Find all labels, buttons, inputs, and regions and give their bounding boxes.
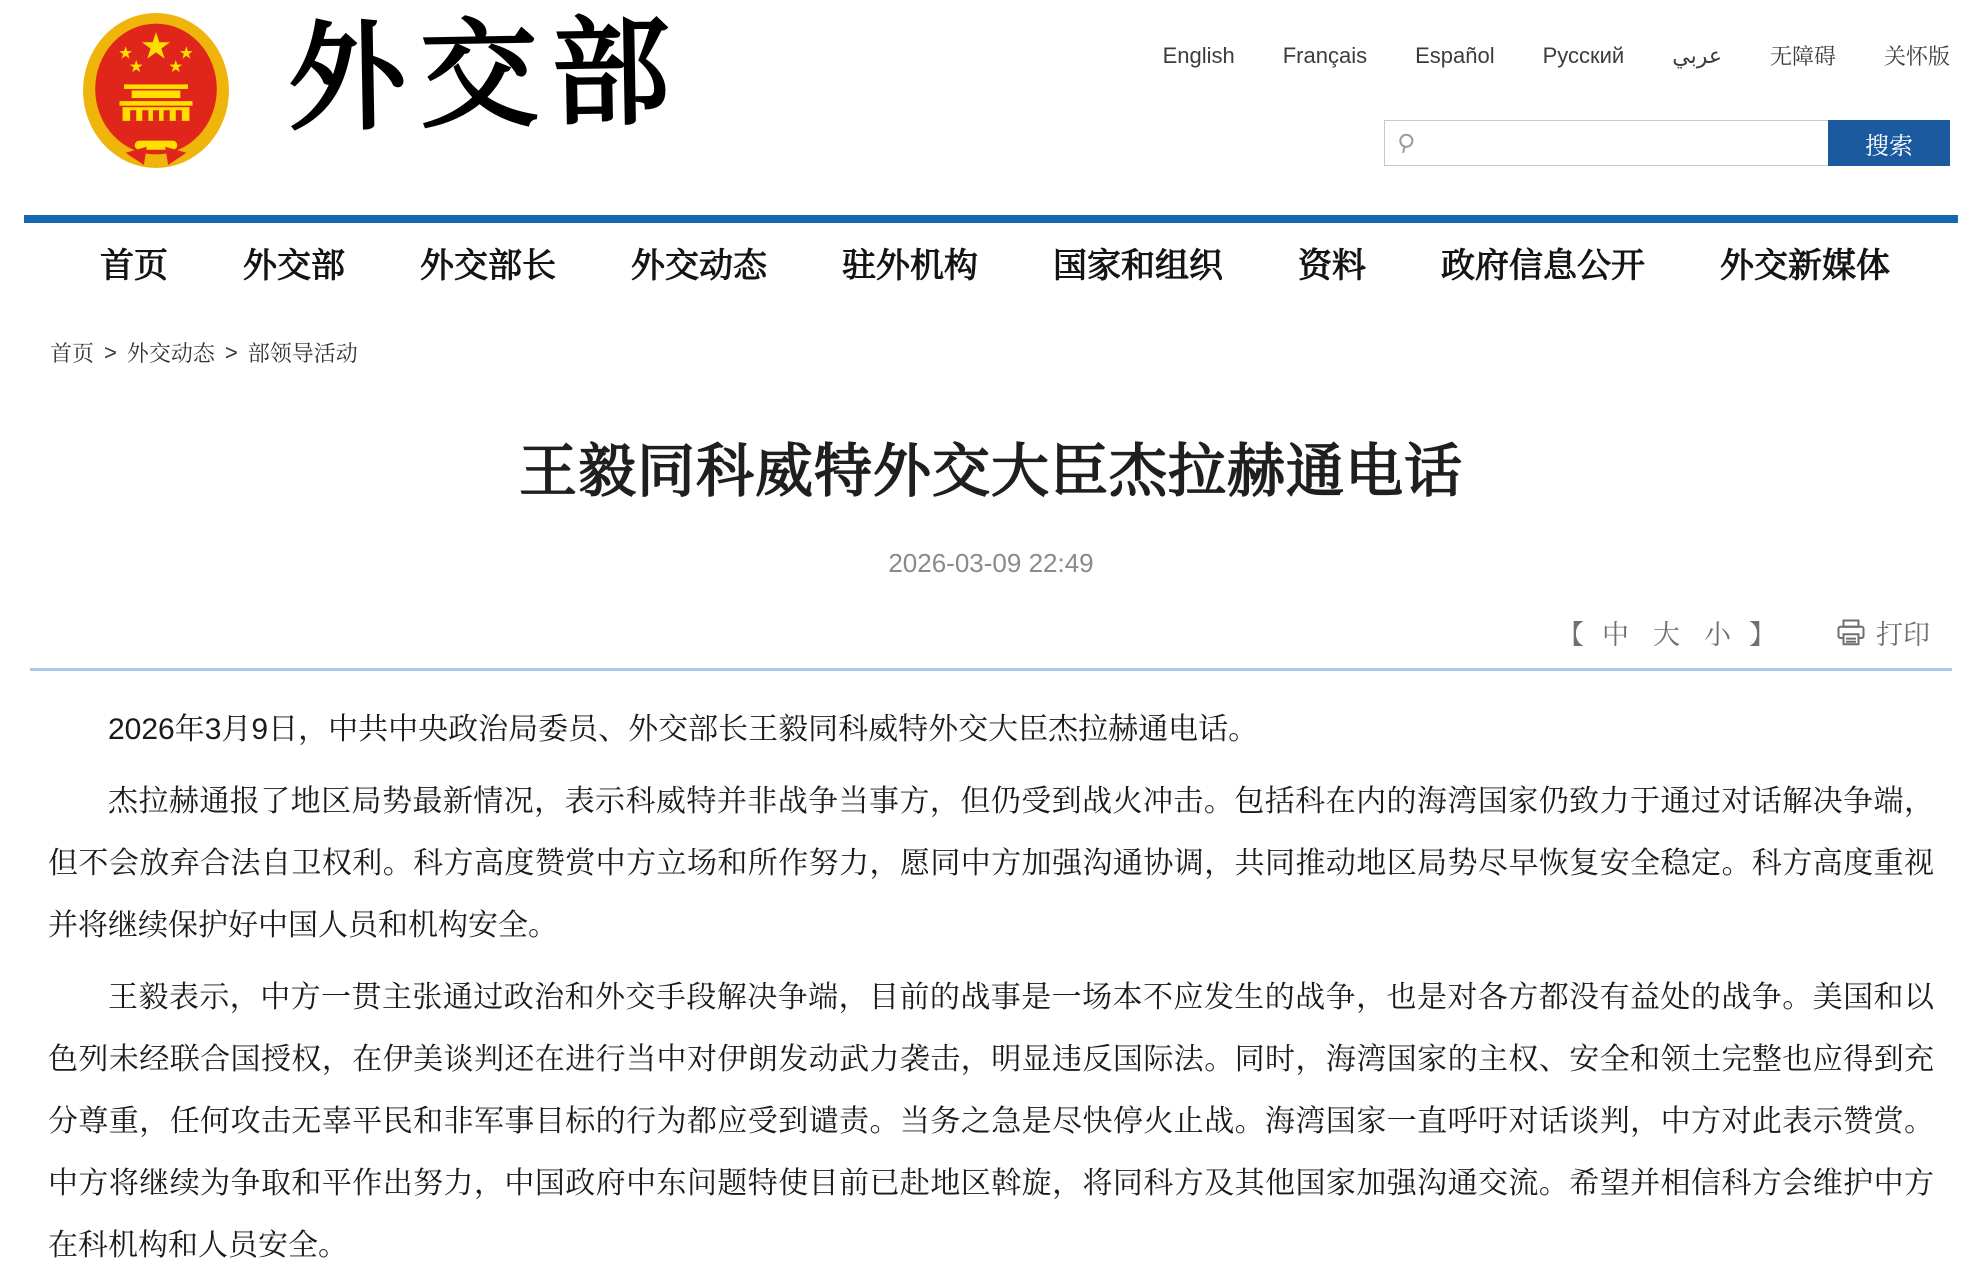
- svg-text:★: ★: [118, 43, 134, 63]
- breadcrumb-separator: >: [104, 339, 117, 365]
- lang-arabic[interactable]: عربي: [1672, 42, 1722, 68]
- article-date: 2026-03-09 22:49: [888, 548, 1094, 578]
- printer-icon: [1836, 619, 1866, 647]
- breadcrumb-home[interactable]: 首页: [50, 341, 95, 366]
- search-button[interactable]: 搜索: [1828, 120, 1950, 166]
- svg-text:★: ★: [178, 43, 194, 63]
- svg-text:★: ★: [139, 25, 173, 67]
- nav-item-missions-abroad[interactable]: 驻外机构: [842, 246, 978, 285]
- bracket-close: 】: [1749, 620, 1776, 650]
- nav-item-minister[interactable]: 外交部长: [420, 246, 556, 285]
- lang-espanol[interactable]: Español: [1415, 42, 1495, 68]
- font-size-large-button[interactable]: 大: [1653, 620, 1680, 650]
- national-emblem-icon: [80, 12, 232, 172]
- font-size-medium-button[interactable]: 中: [1602, 620, 1629, 650]
- article-body: [0, 671, 1982, 1268]
- search-box: [1384, 120, 1828, 166]
- search-icon: [1397, 132, 1419, 154]
- nav-item-home[interactable]: 首页: [100, 246, 168, 285]
- nav-item-ministry[interactable]: 外交部: [243, 246, 345, 285]
- svg-text:★: ★: [168, 57, 184, 77]
- print-label: 打印: [1876, 620, 1930, 650]
- nav-item-countries-organizations[interactable]: 国家和组织: [1053, 246, 1223, 285]
- breadcrumb-leader-activities[interactable]: 部领导活动: [247, 341, 358, 366]
- lang-accessibility[interactable]: 无障碍: [1769, 44, 1836, 69]
- lang-english[interactable]: English: [1162, 42, 1235, 68]
- lang-russian[interactable]: Русский: [1542, 42, 1625, 68]
- lang-care-version[interactable]: 关怀版: [1883, 44, 1950, 69]
- top-blue-bar: [24, 215, 1958, 223]
- bracket-open: 【: [1557, 620, 1584, 650]
- breadcrumb-diplomatic-activities[interactable]: 外交动态: [126, 341, 215, 366]
- article-paragraph: 王毅表示，中方一贯主张通过政治和外交手段解决争端，目前的战事是一场本不应发生的战争，也是对各方都没有益处的战争。美国和以色列未经联合国授权，在伊美谈判还在进行当中对伊朗发动武力袭击，明显违反国际法。同时，海湾国家的主权、安全和领土完整也应得到充分尊重，任何攻击无辜平民和非军事目标的行为都应受到谴责。当务之急是尽快停火止战。海湾国家一直呼吁对话谈判，中方对此表示赞赏。中方将继续为争取和平作出努力，中国政府中东问题特使目前已赴地区斡旋，将同科方及其他国家加强沟通交流。希望并相信科方会维护中方在科机构和人员安全。: [48, 981, 1934, 1262]
- nav-item-diplomatic-activities[interactable]: 外交动态: [631, 246, 767, 285]
- nav-item-gov-info-disclosure[interactable]: 政府信息公开: [1441, 246, 1645, 285]
- site-header: [0, 0, 1982, 215]
- nav-item-resources[interactable]: 资料: [1298, 246, 1366, 285]
- font-size-small-button[interactable]: 小: [1704, 620, 1731, 650]
- article-toolbar: [0, 613, 1930, 652]
- article-paragraph: 2026年3月9日，中共中央政治局委员、外交部长王毅同科威特外交大臣杰拉赫通电话。: [108, 713, 1259, 746]
- nav-item-new-media[interactable]: 外交新媒体: [1720, 246, 1890, 285]
- lang-francais[interactable]: Français: [1282, 42, 1368, 68]
- search-input[interactable]: [1385, 121, 1828, 165]
- breadcrumb-separator: >: [224, 339, 238, 365]
- svg-text:★: ★: [128, 57, 144, 77]
- print-button[interactable]: [1836, 613, 1930, 652]
- language-switcher: [1163, 40, 1950, 71]
- breadcrumb: [50, 337, 1982, 368]
- search-bar: [1384, 120, 1950, 166]
- article-title: 王毅同科威特外交大臣杰拉赫通电话: [518, 439, 1463, 504]
- site-logo-calligraphy[interactable]: 外交部: [286, 6, 686, 146]
- national-emblem-logo[interactable]: [80, 12, 232, 172]
- main-navigation: [0, 223, 1982, 301]
- article-paragraph: 杰拉赫通报了地区局势最新情况，表示科威特并非战争当事方，但仍受到战火冲击。包括科在内的海湾国家仍致力于通过对话解决争端，但不会放弃合法自卫权利。科方高度赞赏中方立场和所作努力，愿同中方加强沟通协调，共同推动地区局势尽早恢复安全稳定。科方高度重视并将继续保护好中国人员和机构安全。: [48, 785, 1934, 942]
